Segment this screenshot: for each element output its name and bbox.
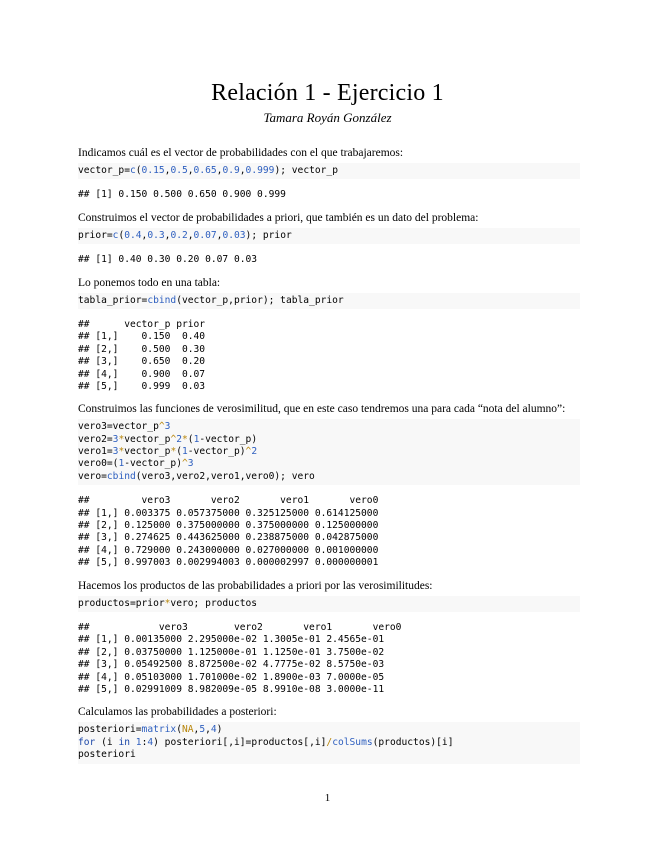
output-block-vero [78,495,580,569]
page-number: 1 [324,792,331,804]
output-block-tabla [78,319,580,393]
paragraph-productos: Hacemos los productos de las probabilidades a priori por las verosimilitudes: [78,579,433,592]
output-line: ## [1,] 0.00135000 2.295000e-02 1.3005e-01 2.4565e-01 [78,634,385,646]
output-line: ## [2,] 0.500 0.30 [78,343,206,355]
paragraph-prior: Construimos el vector de probabilidades a priori, que también es un dato del problema: [78,211,479,224]
code-line: tabla_prior=cbind(vector_p,prior); tabla_prior [78,294,344,306]
code-block-tabla [78,293,580,309]
output-line: ## [3,] 0.650 0.20 [78,356,206,368]
code-line: productos=prior*vero; productos [78,597,258,609]
output-line: ## [1,] 0.003375 0.057375000 0.325125000 0.614125000 [78,507,379,519]
output-block-productos [78,622,580,696]
output-line: ## [4,] 0.729000 0.243000000 0.027000000 0.001000000 [78,544,379,556]
output-block-prior [78,254,580,266]
code-line: posteriori [78,749,136,761]
output-line: ## [3,] 0.05492500 8.872500e-02 4.7775e-02 8.5750e-03 [78,659,385,671]
output-block-vector-p [78,189,580,201]
code-line: posteriori=matrix(NA,5,4) [78,724,223,736]
output-line: ## [2,] 0.125000 0.375000000 0.375000000 0.125000000 [78,520,379,532]
code-line: prior=c(0.4,0.3,0.2,0.07,0.03); prior [78,229,292,241]
code-block-vero [78,419,580,485]
code-line: vero1=3*vector_p*(1-vector_p)^2 [78,446,258,458]
output-line: ## [2,] 0.03750000 1.125000e-01 1.1250e-01 3.7500e-02 [78,646,385,658]
code-line: vector_p=c(0.15,0.5,0.65,0.9,0.999); vector_p [78,165,338,176]
code-line: for (i in 1:4) posteriori[,i]=productos[,i]/colSums(productos)[i] [78,736,454,748]
output-line: ## vero3 vero2 vero1 vero0 [78,621,402,633]
code-block-posteriori [78,722,580,763]
output-line: ## [1,] 0.150 0.40 [78,331,206,343]
output-line: ## [1] 0.150 0.500 0.650 0.900 0.999 [78,189,286,201]
paragraph-verosimilitud: Construimos las funciones de verosimilitud, que en este caso tendremos una para cada “nota del alumno”: [78,403,566,416]
paragraph-tabla: Lo ponemos todo en una tabla: [78,276,221,289]
code-line: vero2=3*vector_p^2*(1-vector_p) [78,433,258,445]
output-line: ## [5,] 0.999 0.03 [78,380,206,392]
code-line: vero0=(1-vector_p)^3 [78,458,194,470]
output-line: ## [3,] 0.274625 0.443625000 0.238875000 0.042875000 [78,532,379,544]
document-title: Relación 1 - Ejercicio 1 [211,80,444,106]
output-line: ## vector_p prior [78,318,206,330]
code-line: vero3=vector_p^3 [78,421,171,433]
output-line: ## [4,] 0.05103000 1.701000e-02 1.8900e-03 7.0000e-05 [78,671,385,683]
code-block-productos [78,596,580,612]
paragraph-vector-p: Indicamos cuál es el vector de probabilidades con el que trabajaremos: [78,147,404,159]
code-block-prior [78,228,580,244]
document-author: Tamara Royán González [263,110,392,125]
output-line: ## vero3 vero2 vero1 vero0 [78,495,379,507]
output-line: ## [1] 0.40 0.30 0.20 0.07 0.03 [78,254,258,266]
paragraph-posteriori: Calculamos las probabilidades a posteriori: [78,706,277,719]
output-line: ## [5,] 0.997003 0.002994003 0.000002997 0.000000001 [78,557,379,569]
document-body [78,146,580,774]
code-block-vector-p [78,163,580,179]
code-line: vero=cbind(vero3,vero2,vero1,vero0); vero [78,470,315,482]
output-line: ## [5,] 0.02991009 8.982009e-05 8.9910e-08 3.0000e-11 [78,683,385,695]
output-line: ## [4,] 0.900 0.07 [78,368,206,380]
